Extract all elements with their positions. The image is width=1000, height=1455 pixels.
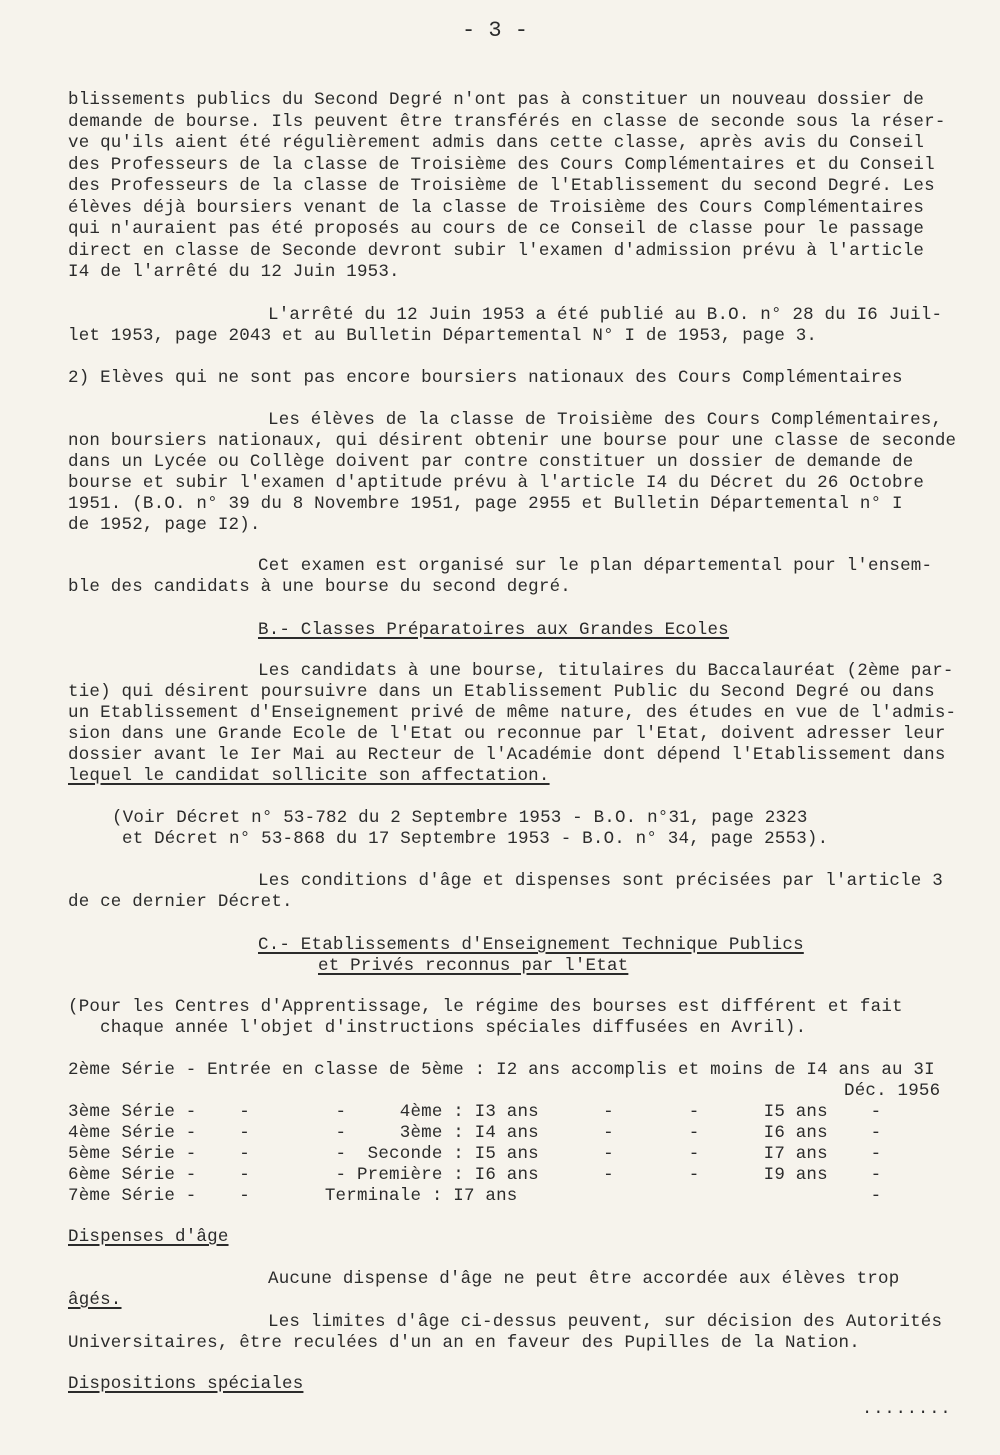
text-line: (Pour les Centres d'Apprentissage, le régime des bourses est différent et fait — [68, 997, 903, 1017]
page-number: - 3 - — [462, 18, 529, 43]
text-line: let 1953, page 2043 et au Bulletin Départemental N° I de 1953, page 3. — [68, 326, 818, 346]
text-line: dans un Lycée ou Collège doivent par contre constituer un dossier de demande de — [68, 452, 914, 472]
text-line: Les conditions d'âge et dispenses sont précisées par l'article 3 — [258, 871, 943, 891]
text-line: des Professeurs de la classe de Troisième des Cours Complémentaires et du Conseil — [68, 155, 935, 175]
text-line: Cet examen est organisé sur le plan départemental pour l'ensem- — [258, 556, 933, 576]
text-line: Les élèves de la classe de Troisième des Cours Complémentaires, — [268, 410, 943, 430]
text-line: (Voir Décret n° 53-782 du 2 Septembre 1953 - B.O. n°31, page 2323 — [112, 808, 808, 828]
text-line: des Professeurs de la classe de Troisième de l'Etablissement du second Degré. Les — [68, 176, 935, 196]
table-row: Déc. 1956 — [844, 1081, 941, 1101]
text-line: ble des candidats à une bourse du second degré. — [68, 577, 571, 597]
table-row: 7ème Série - - Terminale : I7 ans - — [68, 1186, 882, 1206]
text-line: tie) qui désirent poursuivre dans un Etablissement Public du Second Degré ou dans — [68, 682, 935, 702]
text-line: dossier avant le Ier Mai au Recteur de l'Académie dont dépend l'Etablissement dans — [68, 745, 946, 765]
text-line: ve qu'ils aient été régulièrement admis dans cette classe, après avis du Conseil — [68, 133, 925, 153]
text-line: non boursiers nationaux, qui désirent obtenir une bourse pour une classe de seconde — [68, 431, 957, 451]
text-line: 1951. (B.O. n° 39 du 8 Novembre 1951, page 2955 et Bulletin Départemental n° I — [68, 494, 903, 514]
text-line: âgés. — [68, 1290, 122, 1310]
text-line: bourse et subir l'examen d'aptitude prévu à l'article I4 du Décret du 26 Octobre — [68, 473, 925, 493]
table-row: 4ème Série - - - 3ème : I4 ans - - I6 ans - — [68, 1123, 882, 1143]
text-line: un Etablissement d'Enseignement privé de même nature, des études en vue de l'admis- — [68, 703, 957, 723]
text-line: blissements publics du Second Degré n'ont pas à constituer un nouveau dossier de — [68, 90, 925, 110]
section-heading: 2) Elèves qui ne sont pas encore boursiers nationaux des Cours Complémentaires — [68, 368, 903, 388]
text-line: Aucune dispense d'âge ne peut être accordée aux élèves trop — [268, 1269, 900, 1289]
text-line: direct en classe de Seconde devront subir l'examen d'admission prévu à l'article — [68, 241, 925, 261]
text-line: L'arrêté du 12 Juin 1953 a été publié au B.O. n° 28 du I6 Juil- — [268, 305, 943, 325]
section-heading: Dispositions spéciales — [68, 1374, 304, 1394]
text-line: de 1952, page I2). — [68, 515, 261, 535]
text-line: Universitaires, être reculées d'un an en faveur des Pupilles de la Nation. — [68, 1333, 860, 1353]
table-row: 6ème Série - - - Première : I6 ans - - I9 ans - — [68, 1165, 882, 1185]
section-heading: C.- Etablissements d'Enseignement Technique Publics — [258, 935, 804, 955]
text-line: lequel le candidat sollicite son affectation. — [68, 766, 550, 786]
section-heading: B.- Classes Préparatoires aux Grandes Ecoles — [258, 620, 729, 640]
text-line: et Décret n° 53-868 du 17 Septembre 1953 - B.O. n° 34, page 2553). — [122, 829, 829, 849]
text-line: élèves déjà boursiers venant de la classe de Troisième des Cours Complémentaires — [68, 198, 925, 218]
table-row: 3ème Série - - - 4ème : I3 ans - - I5 ans - — [68, 1102, 882, 1122]
section-heading: et Privés reconnus par l'Etat — [318, 956, 629, 976]
text-line: de ce dernier Décret. — [68, 892, 293, 912]
continuation-marker: ........ — [862, 1400, 952, 1419]
text-line: sion dans une Grande Ecole de l'Etat ou reconnue par l'Etat, doivent adresser leur — [68, 724, 946, 744]
table-row: 5ème Série - - - Seconde : I5 ans - - I7 ans - — [68, 1144, 882, 1164]
text-line: Les limites d'âge ci-dessus peuvent, sur décision des Autorités — [268, 1312, 943, 1332]
table-row: 2ème Série - Entrée en classe de 5ème : I2 ans accomplis et moins de I4 ans au 3I — [68, 1060, 935, 1080]
text-line: Les candidats à une bourse, titulaires du Baccalauréat (2ème par- — [258, 661, 954, 681]
text-line: chaque année l'objet d'instructions spéciales diffusées en Avril). — [100, 1018, 807, 1038]
section-heading: Dispenses d'âge — [68, 1227, 229, 1247]
text-line: I4 de l'arrêté du 12 Juin 1953. — [68, 262, 400, 282]
text-line: qui n'auraient pas été proposés au cours de ce Conseil de classe pour le passage — [68, 219, 925, 239]
text-line: demande de bourse. Ils peuvent être transférés en classe de seconde sous la réser- — [68, 112, 946, 132]
